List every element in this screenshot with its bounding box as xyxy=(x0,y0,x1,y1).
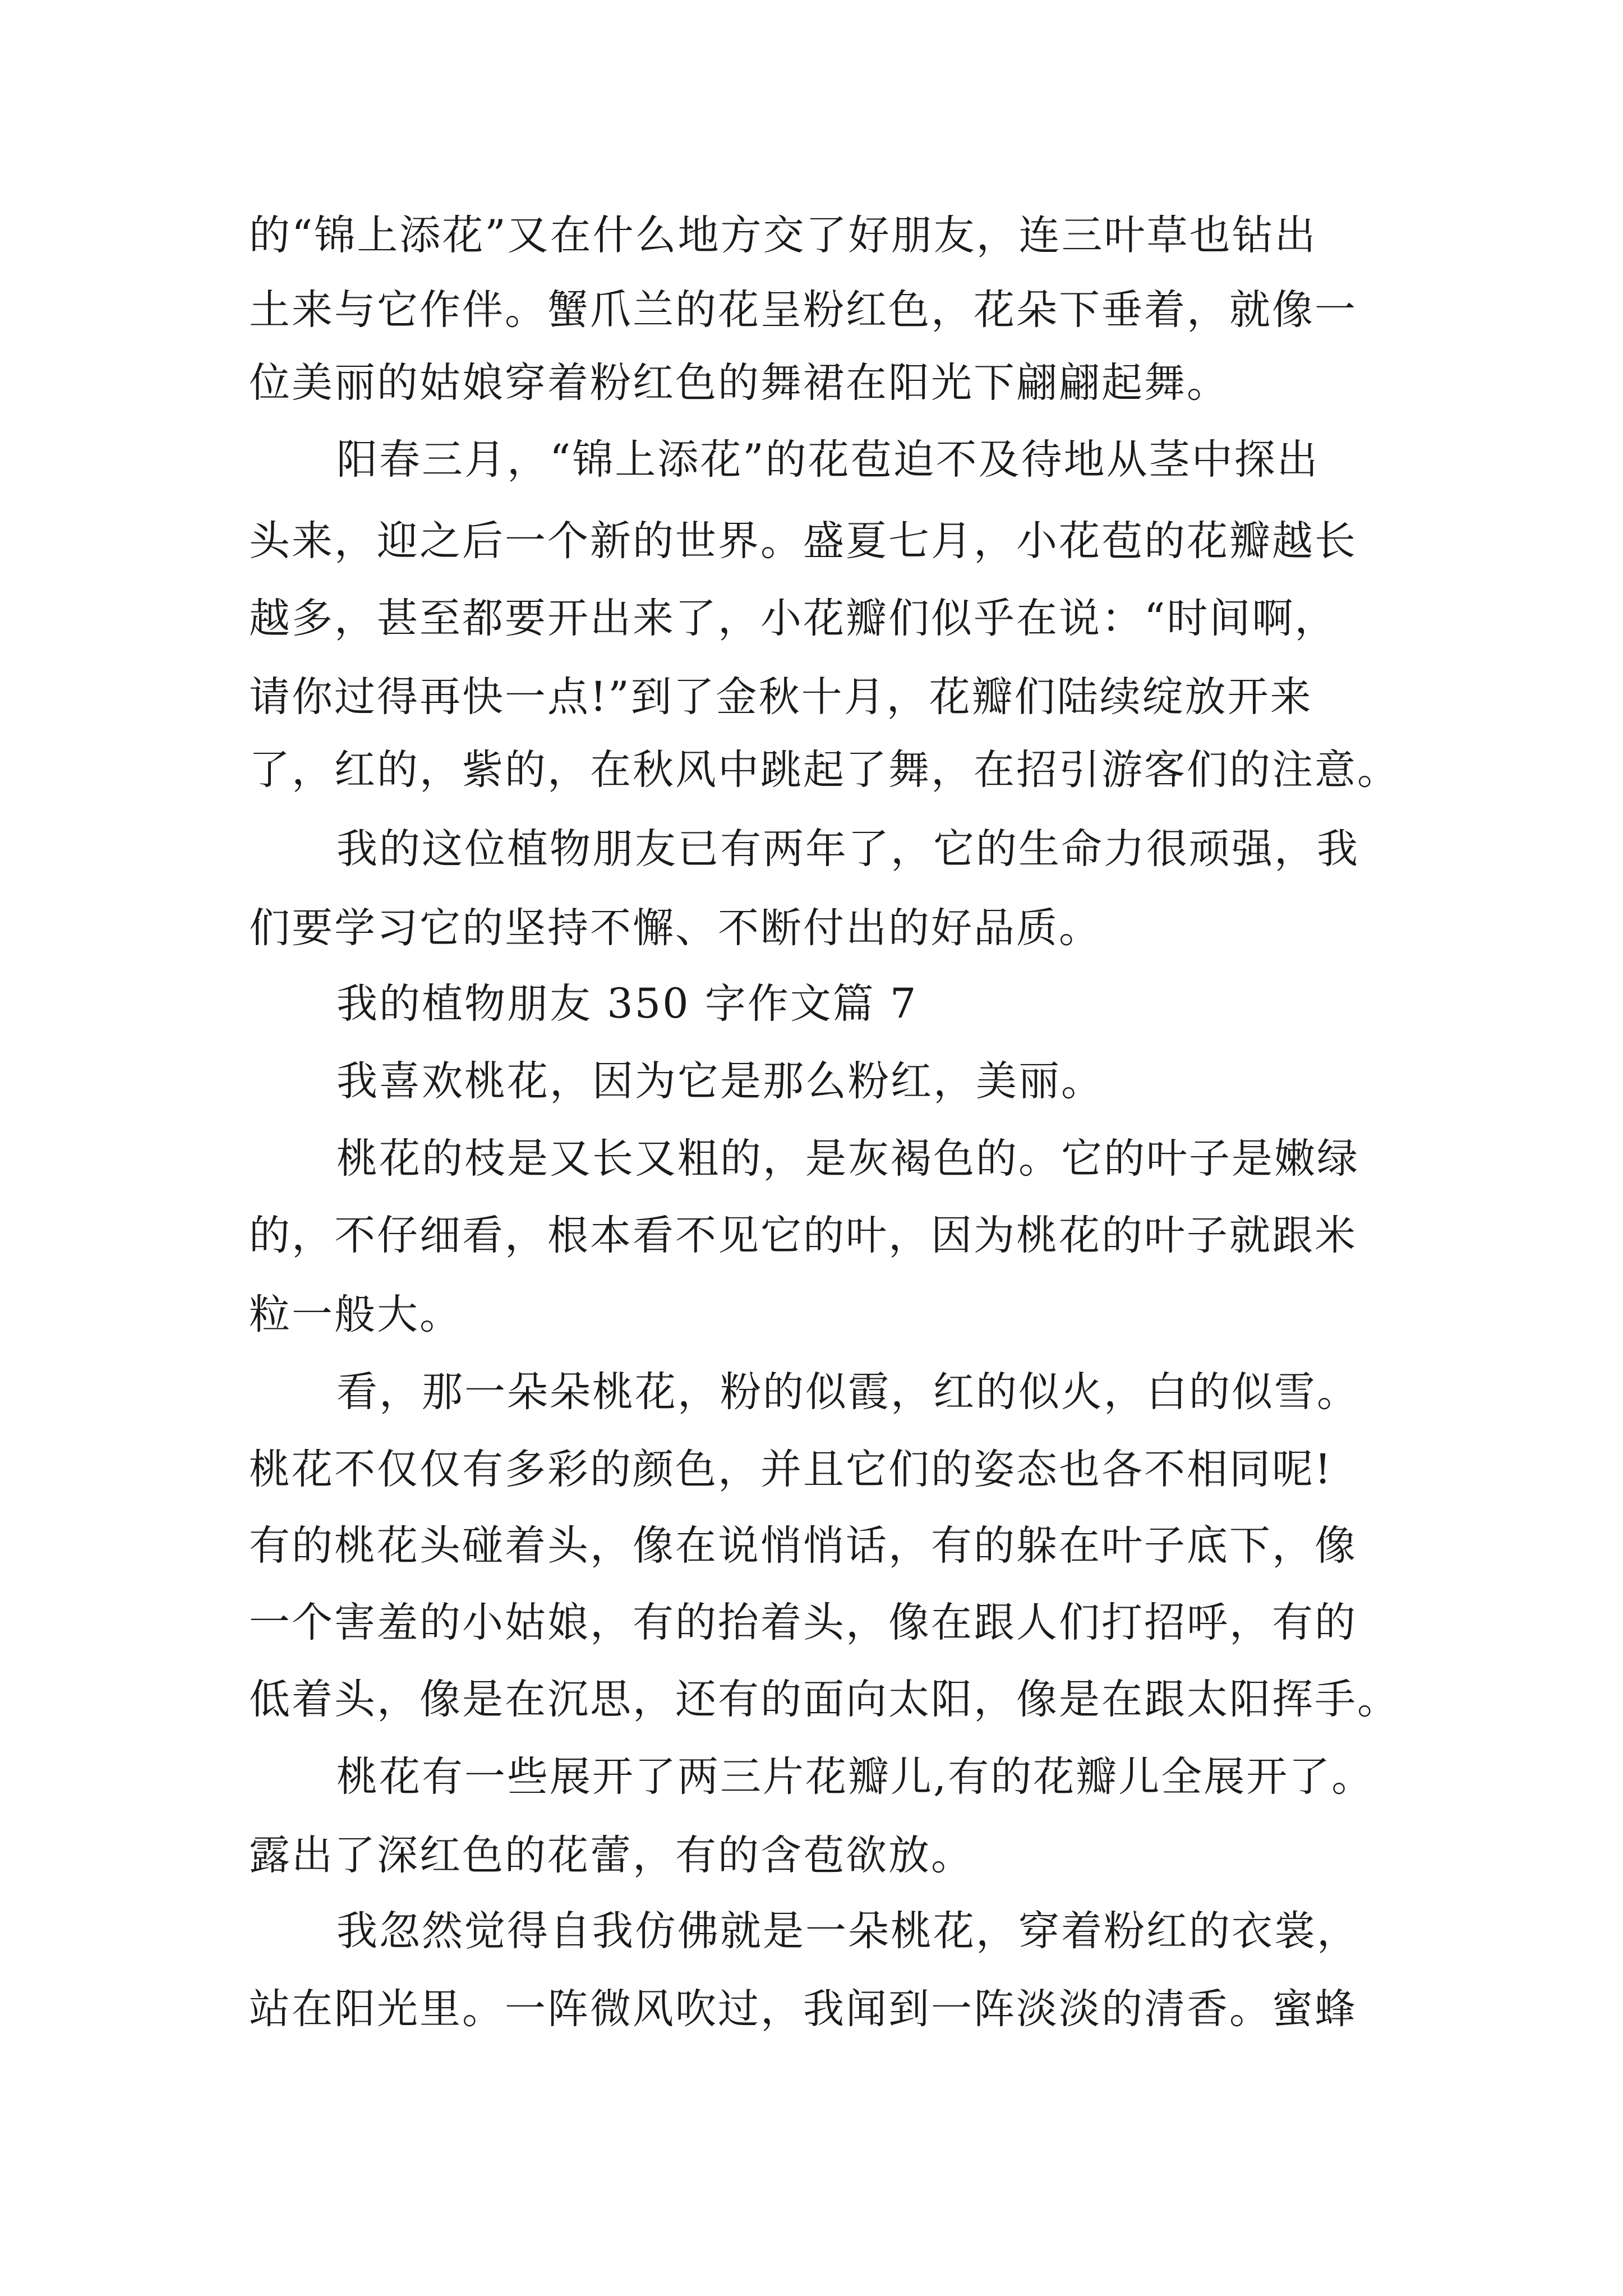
text-line-1: 的“锦上添花”又在什么地方交了好朋友，连三叶草也钻出 xyxy=(249,211,1317,259)
text-line-16: 看，那一朵朵桃花，粉的似霞，红的似火，白的似雪。 xyxy=(336,1368,1359,1416)
text-line-14: 的，不仔细看，根本看不见它的叶，因为桃花的叶子就跟米 xyxy=(249,1212,1357,1259)
text-line-20: 低着头，像是在沉思，还有的面向太阳，像是在跟太阳挥手。 xyxy=(249,1676,1400,1723)
text-line-3: 位美丽的姑娘穿着粉红色的舞裙在阳光下翩翩起舞。 xyxy=(249,359,1229,407)
text-line-5: 头来，迎之后一个新的世界。盛夏七月，小花苞的花瓣越长 xyxy=(249,517,1357,565)
text-line-23: 我忽然觉得自我仿佛就是一朵桃花，穿着粉红的衣裳， xyxy=(336,1907,1359,1955)
text-line-21: 桃花有一些展开了两三片花瓣儿,有的花瓣儿全展开了。 xyxy=(336,1753,1375,1801)
text-line-10: 们要学习它的坚持不懈、不断付出的好品质。 xyxy=(249,904,1101,952)
text-line-24: 站在阳光里。一阵微风吹过，我闻到一阵淡淡的清香。蜜蜂 xyxy=(249,1985,1357,2033)
text-line-22: 露出了深红色的花蕾，有的含苞欲放。 xyxy=(249,1832,974,1879)
text-line-9: 我的这位植物朋友已有两年了，它的生命力很顽强，我 xyxy=(336,825,1359,873)
text-line-19: 一个害羞的小姑娘，有的抬着头，像在跟人们打招呼，有的 xyxy=(249,1599,1357,1646)
text-line-2: 土来与它作伴。蟹爪兰的花呈粉红色，花朵下垂着，就像一 xyxy=(249,286,1357,334)
text-line-12: 我喜欢桃花，因为它是那么粉红，美丽。 xyxy=(336,1057,1104,1105)
text-line-18: 有的桃花头碰着头，像在说悄悄话，有的躲在叶子底下，像 xyxy=(249,1522,1357,1570)
text-line-15: 粒一般大。 xyxy=(249,1291,462,1338)
text-line-6: 越多，甚至都要开出来了，小花瓣们似乎在说：“时间啊， xyxy=(249,595,1338,642)
text-line-8: 了，红的，紫的，在秋风中跳起了舞，在招引游客们的注意。 xyxy=(249,746,1400,794)
text-line-4: 阳春三月，“锦上添花”的花苞迫不及待地从茎中探出 xyxy=(336,436,1320,484)
text-line-17: 桃花不仅仅有多彩的颜色，并且它们的姿态也各不相同呢! xyxy=(249,1446,1333,1493)
text-line-13: 桃花的枝是又长又粗的，是灰褐色的。它的叶子是嫩绿 xyxy=(336,1135,1359,1182)
text-line-7: 请你过得再快一点!”到了金秋十月，花瓣们陆续绽放开来 xyxy=(249,673,1313,721)
section-heading: 我的植物朋友 350 字作文篇 7 xyxy=(336,980,918,1028)
